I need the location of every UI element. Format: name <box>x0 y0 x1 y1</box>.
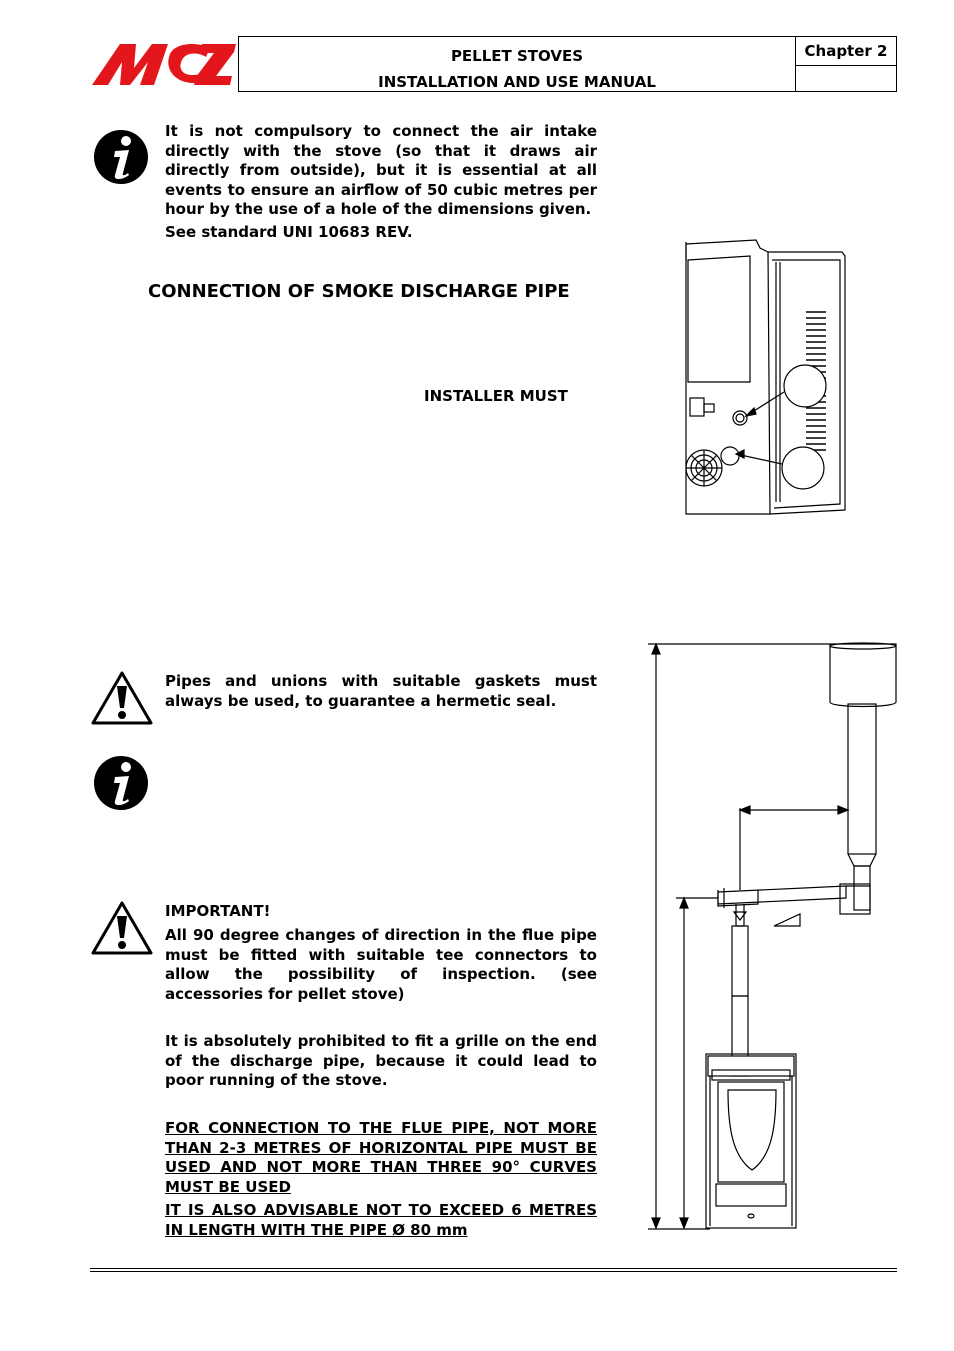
flue-installation-diagram <box>640 636 902 1236</box>
footer-rule <box>90 1268 897 1269</box>
warning-icon <box>90 670 154 726</box>
grille-prohibition: It is absolutely prohibited to fit a grille on the end of the discharge pipe, because it could lead to poor running of the stove. <box>165 1032 597 1089</box>
air-intake-note: It is not compulsory to connect the air intake directly with the stove (so that it draws air directly from outside), but it is essential at all events to ensure an airflow of 50 cubic metres per hour by the use of a hole of the dimensions given. <box>165 122 597 218</box>
length-rule: IT IS ALSO ADVISABLE NOT TO EXCEED 6 METRES IN LENGTH WITH THE PIPE Ø 80 mm <box>165 1201 597 1239</box>
chapter-label: Chapter 2 <box>796 37 896 66</box>
warning-icon <box>90 900 154 956</box>
header-title-line2: INSTALLATION AND USE MANUAL <box>378 73 656 91</box>
footer-rule <box>90 1271 897 1272</box>
important-title: IMPORTANT! <box>165 902 271 920</box>
gasket-warning: Pipes and unions with suitable gaskets must always be used, to guarantee a hermetic seal. <box>165 672 597 710</box>
mcz-logo <box>90 38 238 88</box>
stove-rear-diagram <box>680 232 850 518</box>
header-title-line1: PELLET STOVES <box>450 47 584 65</box>
connection-rule: FOR CONNECTION TO THE FLUE PIPE, NOT MORE THAN 2-3 METRES OF HORIZONTAL PIPE MUST BE USED AND NOT MORE THAN THREE 90° CURVES MUST BE USED <box>165 1119 597 1196</box>
installer-must-label: INSTALLER MUST <box>424 387 568 405</box>
info-icon <box>93 755 149 811</box>
important-text: All 90 degree changes of direction in the flue pipe must be fitted with suitable tee connectors to allow the possibility of inspection. (see accessories for pellet stove) <box>165 926 597 1003</box>
page-header <box>238 36 897 92</box>
standard-reference: See standard UNI 10683 REV. <box>165 223 413 241</box>
section-title: CONNECTION OF SMOKE DISCHARGE PIPE <box>148 281 570 302</box>
header-title <box>239 37 796 91</box>
info-icon <box>93 129 149 185</box>
